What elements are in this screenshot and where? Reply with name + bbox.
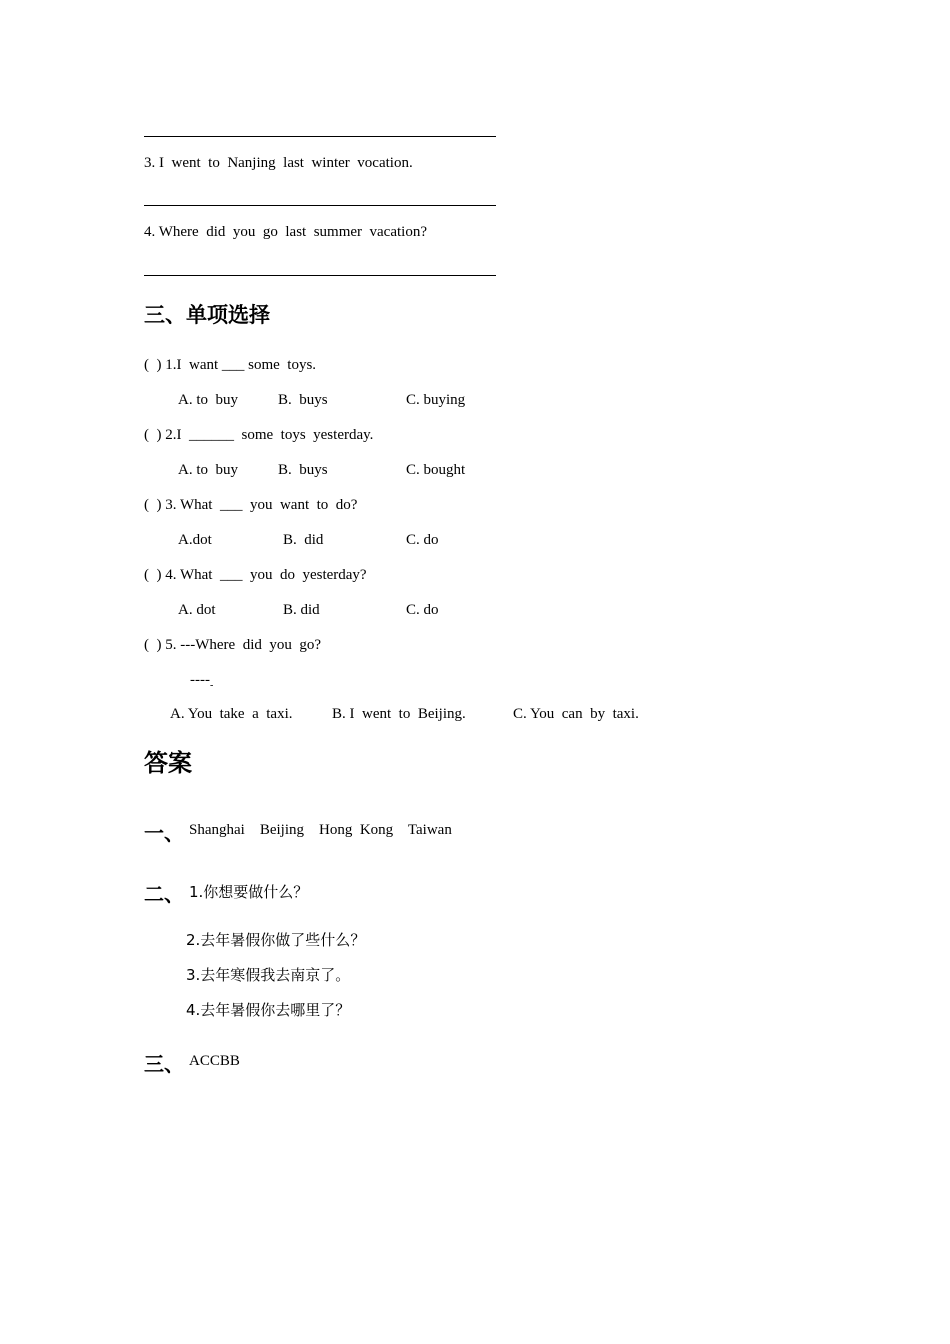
mc-q4-option-c: C. do <box>406 602 439 618</box>
mc-q2-option-b: B. buys <box>278 462 328 478</box>
answer-section-2-line-4: 4.去年暑假你去哪里了？ <box>186 1001 351 1019</box>
mc-q2-stem: ( ) 2.I ______ some toys yesterday. <box>144 427 374 443</box>
answer-line-2 <box>144 136 496 137</box>
answer-section-1-text: Shanghai Beijing Hong Kong Taiwan <box>189 822 452 838</box>
mc-q1-stem: ( ) 1.I want ___ some toys. <box>144 357 317 373</box>
mc-q4-option-b: B. did <box>283 602 320 618</box>
question-4: 4. Where did you go last summer vacation? <box>144 224 427 240</box>
mc-q5-option-b: B. I went to Beijing. <box>332 706 466 722</box>
answer-section-2-mark: 二、 <box>144 882 184 906</box>
mc-q5-option-a: A. You take a taxi. <box>170 706 293 722</box>
mc-q5-option-c: C. You can by taxi. <box>513 706 639 722</box>
mc-q1-option-c: C. buying <box>406 392 466 408</box>
mc-q2-option-a: A. to buy <box>178 462 238 478</box>
answer-line-4 <box>144 275 496 276</box>
question-3: 3. I went to Nanjing last winter vocation. <box>144 155 413 171</box>
section-3-heading: 三、单项选择 <box>144 303 270 327</box>
mc-q4-option-a: A. dot <box>178 602 216 618</box>
mc-q3-option-a: A.dot <box>178 532 212 548</box>
answer-section-3-text: ACCBB <box>189 1053 240 1069</box>
mc-q2-option-c: C. bought <box>406 462 466 478</box>
answer-section-3-mark: 三、 <box>144 1052 184 1076</box>
answer-section-2-line-2: 2.去年暑假你做了些什么？ <box>186 931 366 949</box>
mc-q1-option-b: B. buys <box>278 392 328 408</box>
mc-q3-stem: ( ) 3. What ___ you want to do? <box>144 497 358 513</box>
mc-q4-stem: ( ) 4. What ___ you do yesterday? <box>144 567 367 583</box>
answer-section-2-line-3: 3.去年寒假我去南京了。 <box>186 966 351 984</box>
mc-q5-stem: ( ) 5. ---Where did you go? <box>144 637 322 653</box>
answer-section-2-line-1: 1.你想要做什么？ <box>189 883 309 901</box>
mc-q3-option-c: C. do <box>406 532 439 548</box>
answer-section-1-mark: 一、 <box>144 821 184 845</box>
answer-line-3 <box>144 205 496 206</box>
answers-heading: 答案 <box>144 749 192 777</box>
mc-q5-blank: $----_-$ <box>190 672 214 691</box>
mc-q1-option-a: A. to buy <box>178 392 238 408</box>
mc-q3-option-b: B. did <box>283 532 324 548</box>
